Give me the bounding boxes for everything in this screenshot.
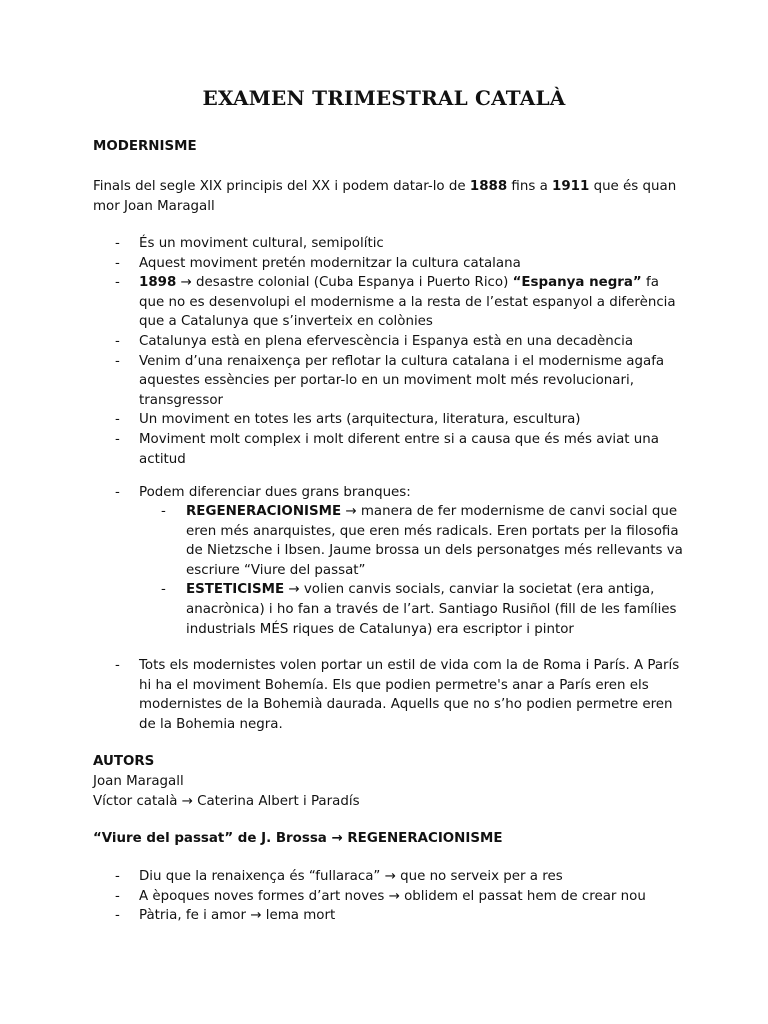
list-item-text: → desastre colonial (Cuba Espanya i Puerto Rico) xyxy=(176,275,513,291)
list-item: - Tots els modernistes volen portar un estil de vida com la de Roma i París. A París hi ha el moviment Bohemía. Els que podien permetre's anar a París eren els modernistes de la Bohemià daurada. Aquells que no s’ho podien permetre eren de la Bohemia negra. xyxy=(93,656,683,734)
list-item: - Catalunya està en plena efervescència i Espanya està en una decadència xyxy=(93,332,683,352)
sub-list-branques xyxy=(93,502,683,639)
bullet-list-bohemia xyxy=(93,656,683,734)
regeneracionisme-label: REGENERACIONISME xyxy=(186,504,342,519)
sub-item-regeneracionisme xyxy=(93,502,683,580)
list-item xyxy=(93,483,683,503)
document-title: EXAMEN TRIMESTRAL CATALÀ xyxy=(202,86,566,110)
autor-line: Víctor català → Caterina Albert i Paradís xyxy=(93,794,360,809)
section-heading-modernisme: MODERNISME xyxy=(93,139,197,154)
list-item: - És un moviment cultural, semipolític xyxy=(93,234,683,254)
espanya-negra-quote: “Espanya negra” xyxy=(512,275,642,291)
autor-line: Joan Maragall xyxy=(93,774,184,789)
section-heading-autors: AUTORS xyxy=(93,754,155,769)
list-item: - Aquest moviment pretén modernitzar la cultura catalana xyxy=(93,254,683,274)
list-item: - Diu que la renaixença és “fullaraca” → que no serveix per a res xyxy=(93,867,683,887)
esteticisme-label: ESTETICISME xyxy=(186,582,285,598)
branques-intro: Podem diferenciar dues grans branques: xyxy=(139,485,411,500)
bullet-list-viure xyxy=(93,867,683,926)
bullet-list-main xyxy=(93,234,683,469)
list-item: - Pàtria, fe i amor → lema mort xyxy=(93,906,683,926)
intro-text-3: que és quan mor Joan Maragall xyxy=(93,179,677,214)
list-item: - A èpoques noves formes d’art noves → oblidem el passat hem de crear nou xyxy=(93,887,683,907)
list-item: - Moviment molt complex i molt diferent entre si a causa que és més aviat una actitud xyxy=(93,430,683,469)
list-item: - Un moviment en totes les arts (arquitectura, literatura, escultura) xyxy=(93,410,683,430)
year-1898: 1898 xyxy=(139,275,177,291)
year-1911: 1911 xyxy=(552,179,590,194)
bullet-list-branques xyxy=(93,483,683,503)
list-item-text: fa que no es desenvolupi el modernisme a la resta de l’estat espanyol a diferència que a Catalunya que s’inverteix en colònies xyxy=(139,275,676,330)
list-item-1898 xyxy=(93,273,683,332)
section-heading-viure-del-passat: “Viure del passat” de J. Brossa → REGENERACIONISME xyxy=(93,831,503,846)
intro-text-1: Finals del segle XIX principis del XX i podem datar-lo de xyxy=(93,179,470,194)
sub-item-text: → manera de fer modernisme de canvi social que eren més anarquistes, que eren més radicals. Eren portats per la filosofia de Nietzsche i Ibsen. Jaume brossa un dels personatges més rellevants va escriure “Viure del passat” xyxy=(186,504,683,578)
intro-text-2: fins a xyxy=(507,179,553,194)
intro-paragraph xyxy=(93,177,683,216)
sub-item-text: → volien canvis socials, canviar la societat (era antiga, anacrònica) i ho fan a través de l’art. Santiago Rusiñol (fill de les famílies industrials MÉS riques de Catalunya) era escriptor i pintor xyxy=(186,582,677,637)
list-item: - Venim d’una renaixença per reflotar la cultura catalana i el modernisme agafa aquestes essències per portar-lo en un moviment molt més revolucionari, transgressor xyxy=(93,352,683,411)
sub-item-esteticisme xyxy=(93,580,683,639)
year-1888: 1888 xyxy=(469,179,508,194)
